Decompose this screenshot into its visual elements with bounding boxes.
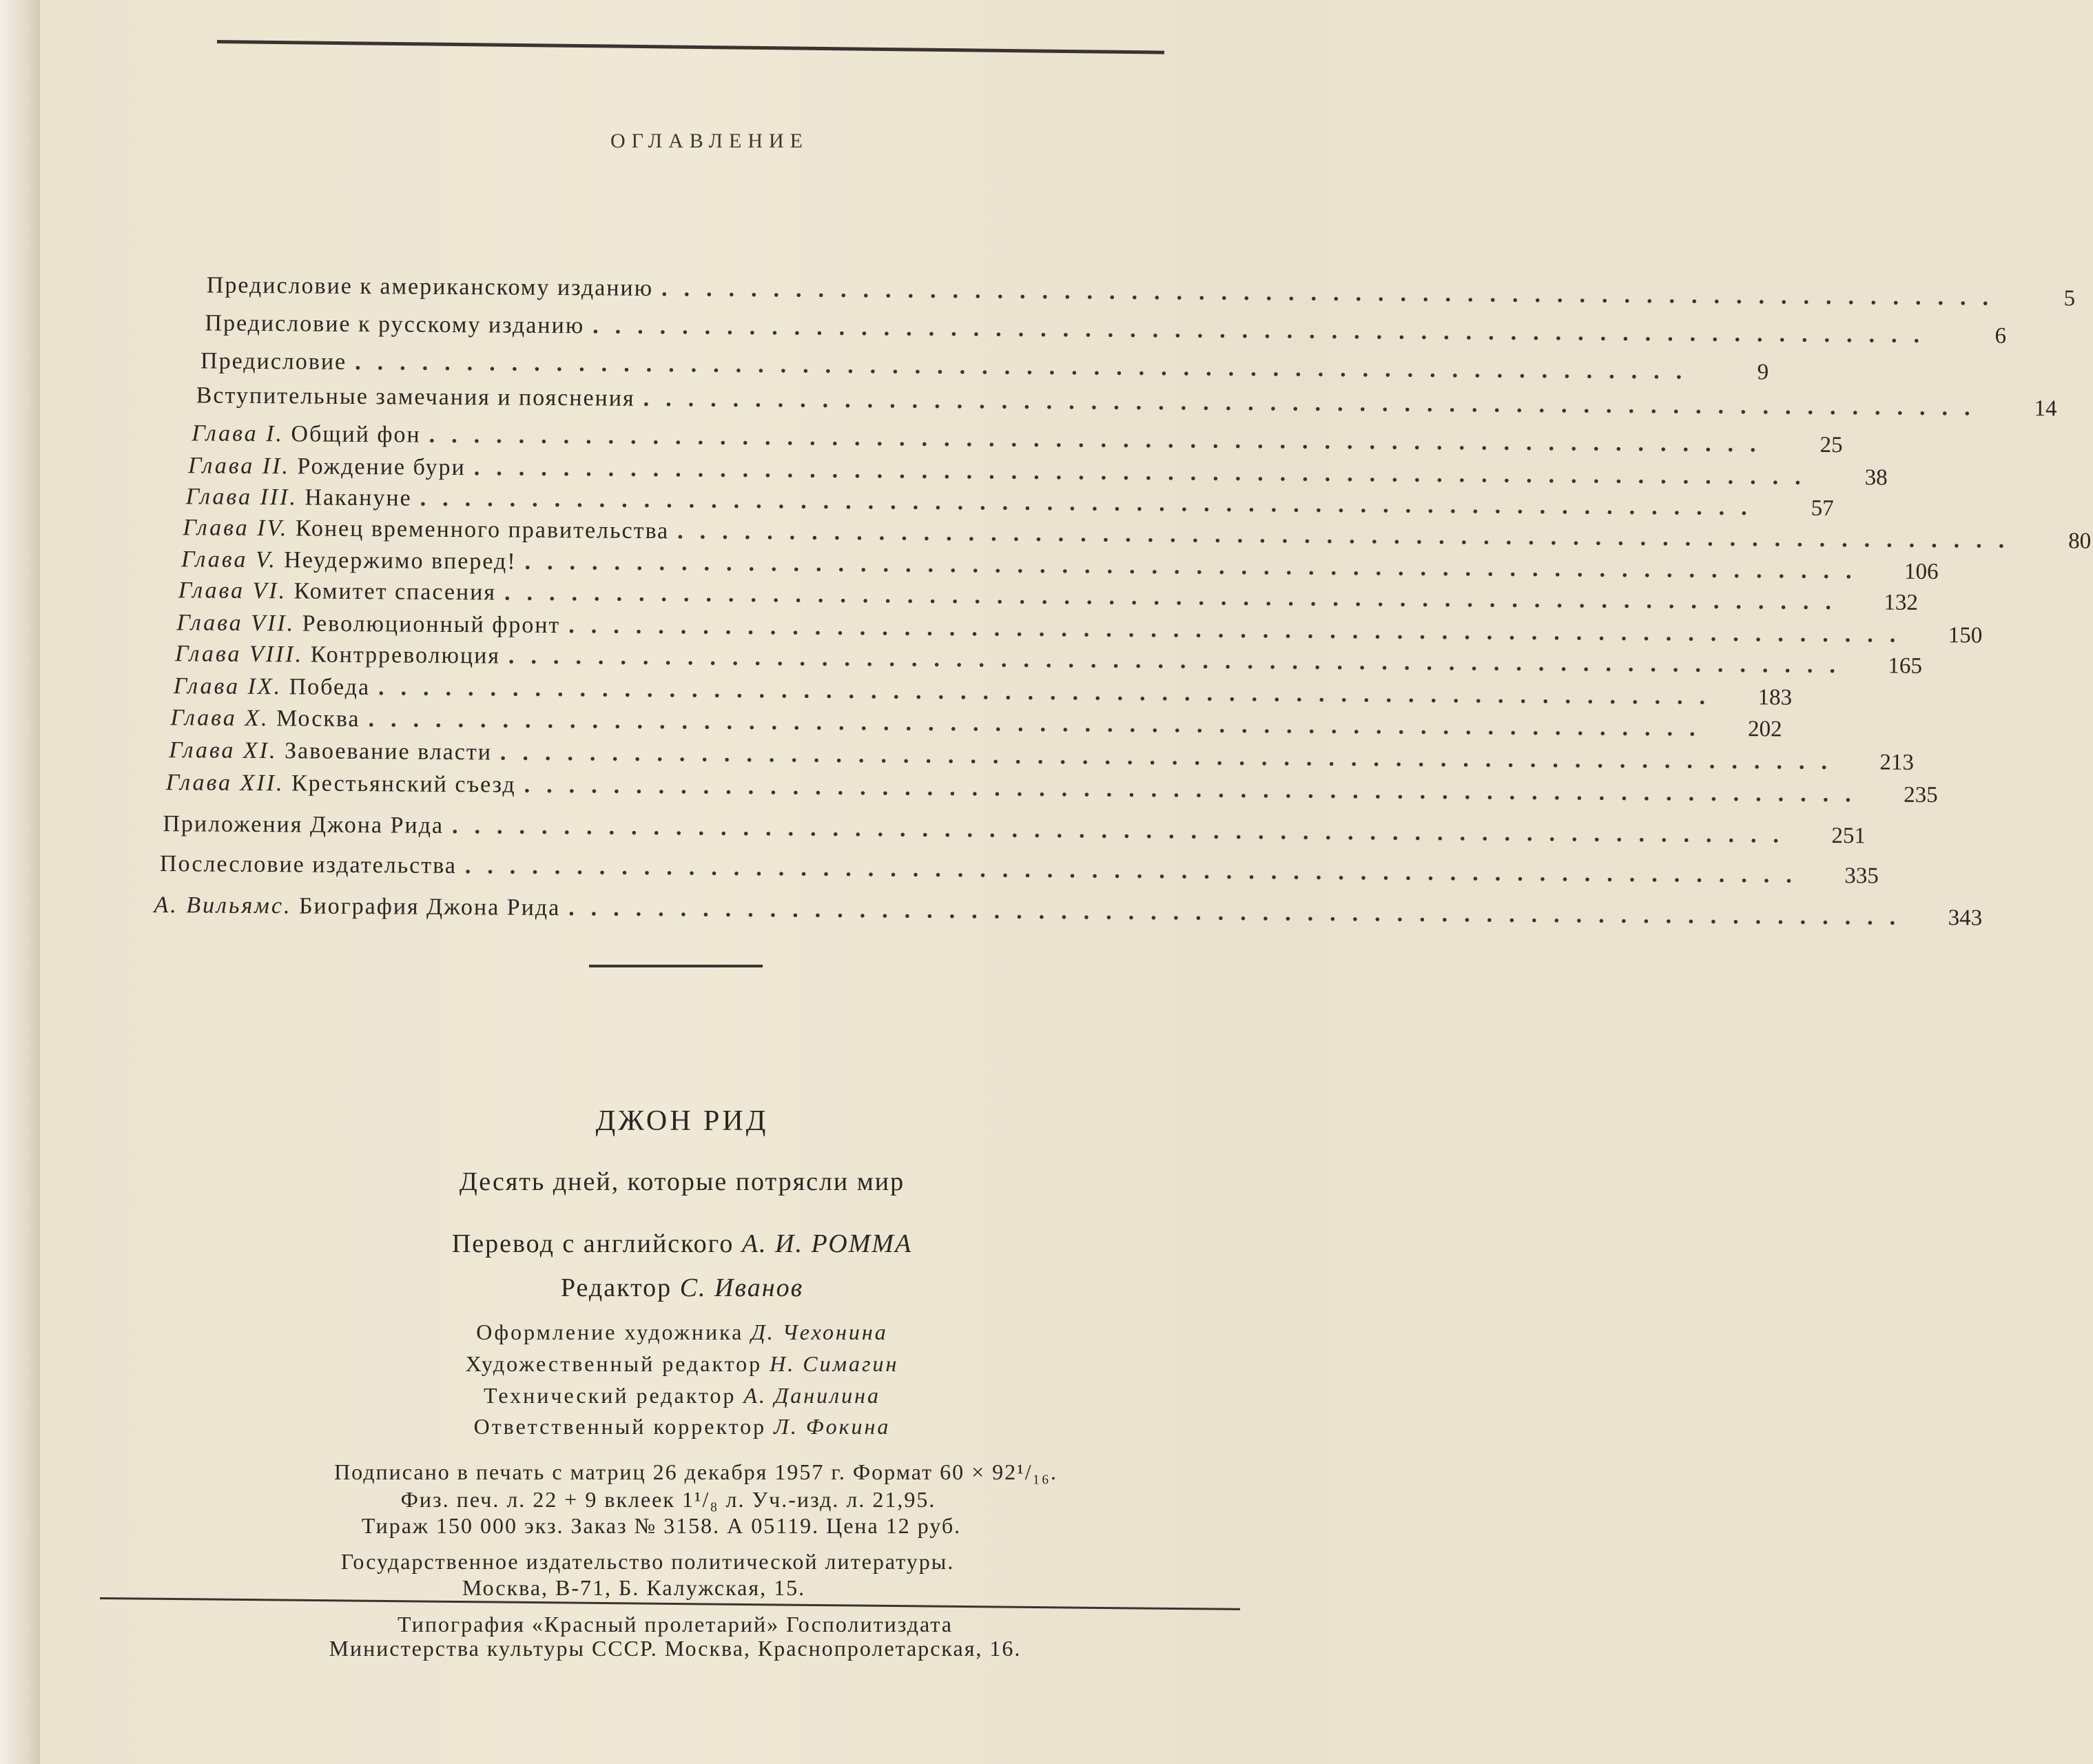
tech-editor-label: Технический редактор	[483, 1383, 736, 1408]
design-line	[96, 1320, 1268, 1345]
toc-entry	[178, 577, 1919, 615]
toc-entry-label	[183, 515, 669, 544]
toc-entry-title: Крестьянский съезд	[291, 770, 516, 798]
toc-entry	[169, 737, 1915, 775]
toc-heading: ОГЛАВЛЕНИЕ	[610, 130, 809, 152]
toc-leader-dots: ............................................................	[451, 812, 1796, 848]
toc-entry-prefix: Глава II.	[187, 453, 291, 480]
toc-entry-label	[163, 811, 444, 839]
toc-entry	[187, 453, 1888, 491]
toc-entry-title: Контрреволюция	[310, 642, 501, 669]
toc-entry-title: Предисловие к американскому изданию	[206, 272, 654, 302]
toc-entry-label	[205, 310, 584, 339]
toc-entry	[192, 420, 1843, 458]
editor-label: Редактор	[560, 1273, 672, 1302]
toc-entry-title: Завоевание власти	[284, 738, 493, 766]
toc-entry	[173, 673, 1793, 710]
toc-entry	[181, 546, 1939, 585]
toc-page-number: 5	[2063, 286, 2076, 311]
toc-page-number: 14	[2034, 396, 2057, 422]
toc-entry-label	[188, 453, 466, 481]
toc-entry-prefix: Глава I.	[192, 420, 285, 447]
toc-page-number: 183	[1757, 685, 1793, 710]
translation-label: Перевод с английского	[451, 1229, 734, 1258]
design-label: Оформление художника	[476, 1320, 744, 1344]
toc-entry	[200, 348, 1769, 385]
designer-name: Д. Чехонина	[751, 1320, 888, 1344]
toc-entry-prefix: Глава V.	[181, 546, 277, 573]
translation-line	[96, 1229, 1268, 1259]
toc-entry-title: Накануне	[305, 484, 412, 511]
colophon-author: ДЖОН РИД	[595, 1105, 769, 1137]
toc-entry-title: Послесловие издательства	[159, 851, 457, 879]
toc-entry-title: Победа	[289, 674, 371, 701]
toc-entry-label	[166, 770, 516, 799]
toc-entry-label	[176, 610, 560, 639]
toc-leader-dots: ............................................................	[508, 643, 1853, 679]
toc-page-number: 57	[1811, 495, 1834, 521]
toc-entry-title: Общий фон	[291, 421, 421, 448]
toc-entry-label	[174, 673, 371, 701]
publisher-line-2: Москва, В-71, Б. Калужская, 15.	[462, 1575, 806, 1600]
toc-leader-dots: ............................................................	[568, 613, 1912, 648]
toc-page-number: 106	[1904, 559, 1939, 585]
toc-entry-label	[154, 892, 560, 921]
toc-entry-title: Предисловие к русскому изданию	[205, 310, 585, 339]
toc-page-number: 9	[1757, 360, 1769, 385]
table-of-contents	[154, 272, 2092, 931]
toc-leader-dots: ............................................................	[524, 548, 1868, 584]
art-editor-line	[96, 1351, 1268, 1377]
toc-leader-dots: ............................................................	[464, 853, 1808, 888]
toc-page-number: 150	[1948, 623, 1983, 648]
toc-page-number: 6	[1994, 323, 2007, 349]
toc-entry-label	[196, 382, 635, 411]
toc-page-number: 132	[1884, 590, 1919, 615]
toc-page-number: 80	[2068, 529, 2092, 554]
toc-page-number: 251	[1831, 823, 1866, 849]
toc-entry-title: Рождение бури	[297, 453, 466, 481]
printer-line-2: Министерства культуры СССР. Москва, Краснопролетарская, 16.	[329, 1636, 1022, 1661]
top-rule	[217, 40, 1164, 54]
toc-leader-dots: ............................................................	[499, 739, 1844, 775]
toc-entry-label	[186, 484, 412, 511]
toc-page-number: 25	[1819, 432, 1843, 458]
imprint-line-1: Подписано в печать с матриц 26 декабря 1957 г. Формат 60 × 92¹/₁₆.	[334, 1459, 1058, 1484]
toc-entry-prefix: А. Вильямс.	[154, 892, 292, 919]
corrector-line	[96, 1414, 1268, 1439]
toc-entry-label	[181, 546, 517, 575]
toc-entry-prefix: Глава VII.	[176, 610, 296, 637]
toc-leader-dots: ............................................................	[429, 422, 1773, 458]
toc-leader-dots: ............................................................	[643, 385, 1987, 421]
toc-page-number: 165	[1888, 653, 1923, 679]
tech-editor-name: А. Данилина	[743, 1383, 880, 1408]
toc-leader-dots: ............................................................	[677, 518, 2021, 553]
toc-entry-title: Предисловие	[200, 348, 347, 375]
toc-entry-label	[200, 348, 347, 375]
toc-entry-title: Неудержимо вперед!	[284, 547, 517, 575]
toc-entry-prefix: Глава XII.	[165, 770, 285, 797]
corrector-name: Л. Фокина	[774, 1414, 891, 1439]
toc-entry-title: Конец временного правительства	[295, 515, 670, 544]
art-editor-label: Художественный редактор	[465, 1351, 763, 1376]
toc-entry-label	[175, 641, 500, 669]
printer-line-1: Типография «Красный пролетарий» Госполитиздата	[398, 1612, 953, 1637]
toc-entry-title: Вступительные замечания и пояснения	[196, 382, 635, 411]
toc-entry-prefix: Глава VIII.	[175, 641, 304, 668]
toc-leader-dots: ............................................................	[504, 580, 1848, 615]
toc-page-number: 38	[1864, 465, 1888, 491]
toc-leader-dots: ............................................................	[368, 706, 1712, 741]
toc-entry	[196, 382, 2057, 422]
toc-leader-dots: ............................................................	[473, 455, 1817, 490]
toc-entry	[183, 515, 2092, 554]
toc-entry	[206, 272, 2076, 311]
printer-block	[179, 1612, 1171, 1661]
toc-entry-label	[207, 272, 653, 302]
toc-entry-label	[160, 851, 457, 879]
toc-entry-label	[169, 737, 492, 766]
toc-entry-prefix: Глава III.	[185, 484, 298, 511]
toc-entry-prefix: Глава X.	[170, 705, 269, 732]
toc-entry	[185, 484, 1834, 521]
toc-entry-title: Комитет спасения	[293, 578, 497, 606]
toc-entry	[165, 770, 1938, 808]
toc-entry	[205, 310, 2007, 349]
art-editor-name: Н. Симагин	[770, 1351, 899, 1376]
toc-entry	[163, 811, 1866, 849]
toc-entry	[175, 641, 1923, 679]
section-divider	[589, 965, 763, 967]
tech-editor-line	[96, 1383, 1268, 1408]
imprint-line-2: Физ. печ. л. 22 + 9 вклеек 1¹/₈ л. Уч.-изд. л. 21,95.	[400, 1487, 936, 1512]
page-edge	[0, 0, 40, 1764]
toc-entry-title: Приложения Джона Рида	[163, 811, 444, 839]
toc-entry-prefix: Глава IX.	[173, 673, 282, 700]
toc-page-number: 213	[1879, 750, 1915, 775]
toc-page-number: 335	[1844, 863, 1879, 889]
toc-entry-label	[192, 420, 421, 448]
toc-entry-title: Биография Джона Рида	[298, 893, 561, 921]
toc-entry-title: Революционный фронт	[302, 611, 561, 639]
toc-entry-prefix: Глава VI.	[178, 577, 287, 604]
toc-entry	[176, 610, 1983, 648]
toc-entry-title: Москва	[276, 706, 360, 732]
publisher-line-1: Государственное издательство политической литературы.	[340, 1549, 955, 1574]
toc-leader-dots: ............................................................	[592, 313, 1937, 349]
toc-entry	[154, 892, 1983, 931]
corrector-label: Ответственный корректор	[473, 1414, 767, 1439]
toc-entry-label	[178, 577, 497, 606]
toc-page-number: 202	[1747, 717, 1782, 742]
translator-name: А. И. РОММА	[741, 1229, 913, 1258]
toc-leader-dots: ............................................................	[568, 895, 1912, 930]
editor-name: С. Иванов	[679, 1273, 804, 1302]
toc-entry-label	[170, 705, 360, 732]
toc-entry	[170, 705, 1782, 742]
toc-leader-dots: ............................................................	[524, 772, 1868, 808]
editor-line	[96, 1273, 1268, 1303]
colophon-book-title: Десять дней, которые потрясли мир	[459, 1167, 905, 1196]
toc-page-number: 235	[1904, 782, 1938, 808]
toc-entry-prefix: Глава XI.	[169, 737, 278, 764]
toc-entry-prefix: Глава IV.	[183, 515, 289, 542]
toc-page-number: 343	[1948, 905, 1983, 931]
toc-leader-dots: ............................................................	[378, 675, 1722, 710]
toc-entry	[159, 851, 1879, 889]
toc-leader-dots: ............................................................	[355, 349, 1699, 384]
toc-leader-dots: ............................................................	[420, 485, 1764, 521]
imprint-line-3: Тираж 150 000 экз. Заказ № 3158. А 05119. Цена 12 руб.	[361, 1513, 962, 1538]
toc-leader-dots: ............................................................	[661, 276, 2006, 311]
